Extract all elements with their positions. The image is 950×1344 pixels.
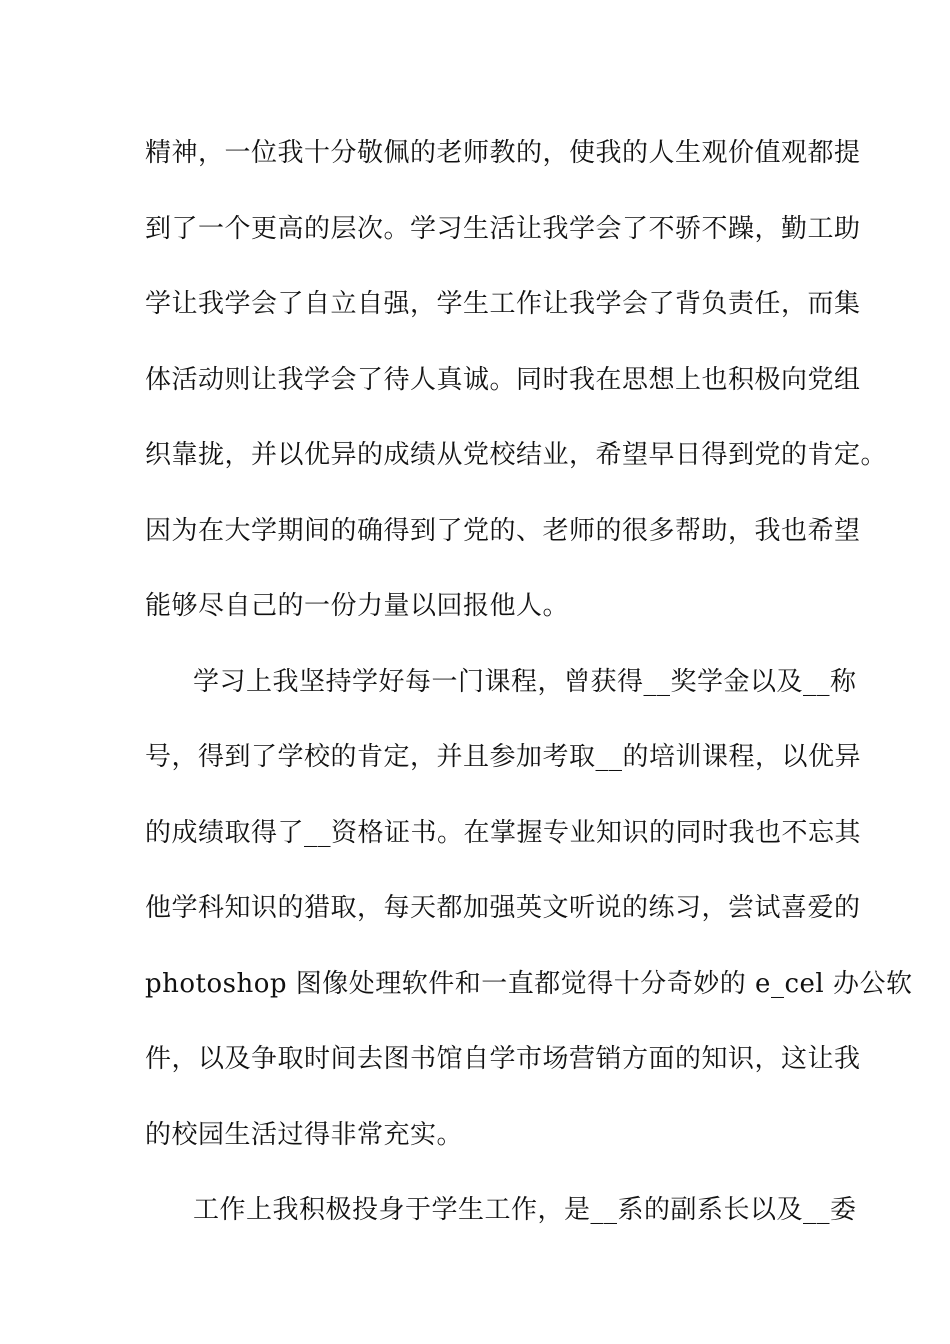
text-line: photoshop 图像处理软件和一直都觉得十分奇妙的 e_cel 办公软 <box>145 968 913 999</box>
text-line: 件，以及争取时间去图书馆自学市场营销方面的知识，这让我 <box>145 1044 861 1074</box>
text-line: 精神，一位我十分敬佩的老师教的，使我的人生观价值观都提 <box>145 138 861 168</box>
text-line: 能够尽自己的一份力量以回报他人。 <box>145 591 570 621</box>
text-line: 号，得到了学校的肯定，并且参加考取__的培训课程，以优异 <box>145 742 862 772</box>
paragraph-start-line: 学习上我坚持学好每一门课程，曾获得__奖学金以及__称 <box>193 666 857 697</box>
text-line: 他学科知识的猎取，每天都加强英文听说的练习，尝试喜爱的 <box>145 893 861 923</box>
text-line: 的校园生活过得非常充实。 <box>145 1119 464 1150</box>
text-line: 的成绩取得了__资格证书。在掌握专业知识的同时我也不忘其 <box>145 817 862 848</box>
text-line: 学让我学会了自立自强，学生工作让我学会了背负责任，而集 <box>145 289 861 319</box>
text-line: 因为在大学期间的确得到了党的、老师的很多帮助，我也希望 <box>145 515 861 546</box>
paragraph-start-line: 工作上我积极投身于学生工作，是__系的副系长以及__委 <box>193 1195 857 1225</box>
text-line: 织靠拢，并以优异的成绩从党校结业，希望早日得到党的肯定。 <box>145 440 888 470</box>
body-text <box>145 133 913 1266</box>
text-line: 体活动则让我学会了待人真诚。同时我在思想上也积极向党组 <box>145 364 861 395</box>
text-line: 到了一个更高的层次。学习生活让我学会了不骄不躁，勤工助 <box>145 213 861 244</box>
